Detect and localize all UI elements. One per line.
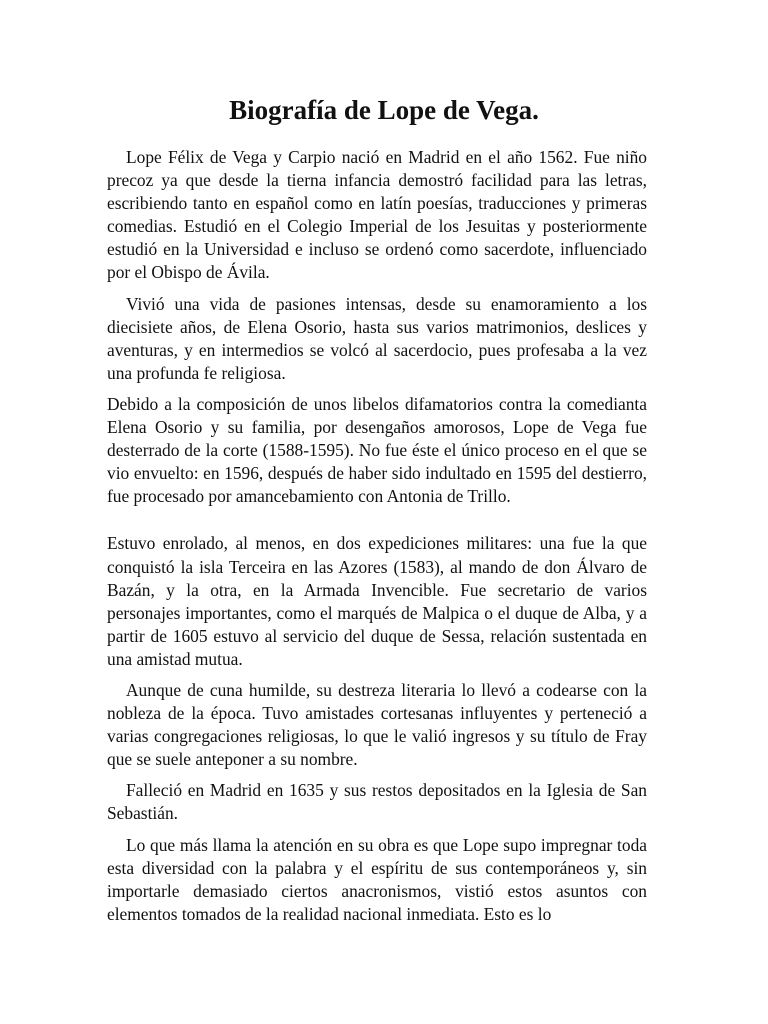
document-body bbox=[107, 146, 647, 934]
paragraph-passions: Vivió una vida de pasiones intensas, desde su enamoramiento a los diecisiete años, de Elena Osorio, hasta sus varios matrimonios, deslices y aventuras, y en intermedios se volcó al sacerdocio, pues profesaba a la vez una profunda fe religiosa. bbox=[107, 293, 647, 383]
document-title: Biografía de Lope de Vega. bbox=[229, 95, 539, 125]
paragraph-birth: Lope Félix de Vega y Carpio nació en Madrid en el año 1562. Fue niño precoz ya que desde la tierna infancia demostró facilidad para las letras, escribiendo tanto en español como en latín poesías, traducciones y primeras comedias. Estudió en el Colegio Imperial de los Jesuitas y posteriormente estudió en la Universidad e incluso se ordenó como sacerdote, influenciado por el Obispo de Ávila. bbox=[107, 147, 647, 283]
paragraph-exile: Debido a la composición de unos libelos difamatorios contra la comedianta Elena Osorio y su familia, por desengaños amorosos, Lope de Vega fue desterrado de la corte (1588-1595). No fue éste el único proceso en el que se vio envuelto: en 1596, después de haber sido indultado en 1595 del destierro, fue procesado por amancebamiento con Antonia de Trillo. bbox=[107, 393, 647, 507]
paragraph-military: Estuvo enrolado, al menos, en dos expediciones militares: una fue la que conquistó la isla Terceira en las Azores (1583), al mando de don Álvaro de Bazán, y la otra, en la Armada Invencible. Fue secretario de varios personajes importantes, como el marqués de Malpica o el duque de Alba, y a partir de 1605 estuvo al servicio del duque de Sessa, relación sustentada en una amistad mutua. bbox=[107, 533, 647, 669]
paragraph-death: Falleció en Madrid en 1635 y sus restos depositados en la Iglesia de San Sebastián. bbox=[107, 780, 647, 824]
paragraph-work: Lo que más llama la atención en su obra es que Lope supo impregnar toda esta diversidad con la palabra y el espíritu de sus contemporáneos y, sin importarle demasiado ciertos anacronismos, vistió estos asuntos con elementos tomados de la realidad nacional inmediata. Esto es lo bbox=[107, 834, 647, 924]
paragraph-nobility: Aunque de cuna humilde, su destreza literaria lo llevó a codearse con la nobleza de la época. Tuvo amistades cortesanas influyentes y perteneció a varias congregaciones religiosas, lo que le valió ingresos y su título de Fray que se suele anteponer a su nombre. bbox=[107, 679, 647, 770]
